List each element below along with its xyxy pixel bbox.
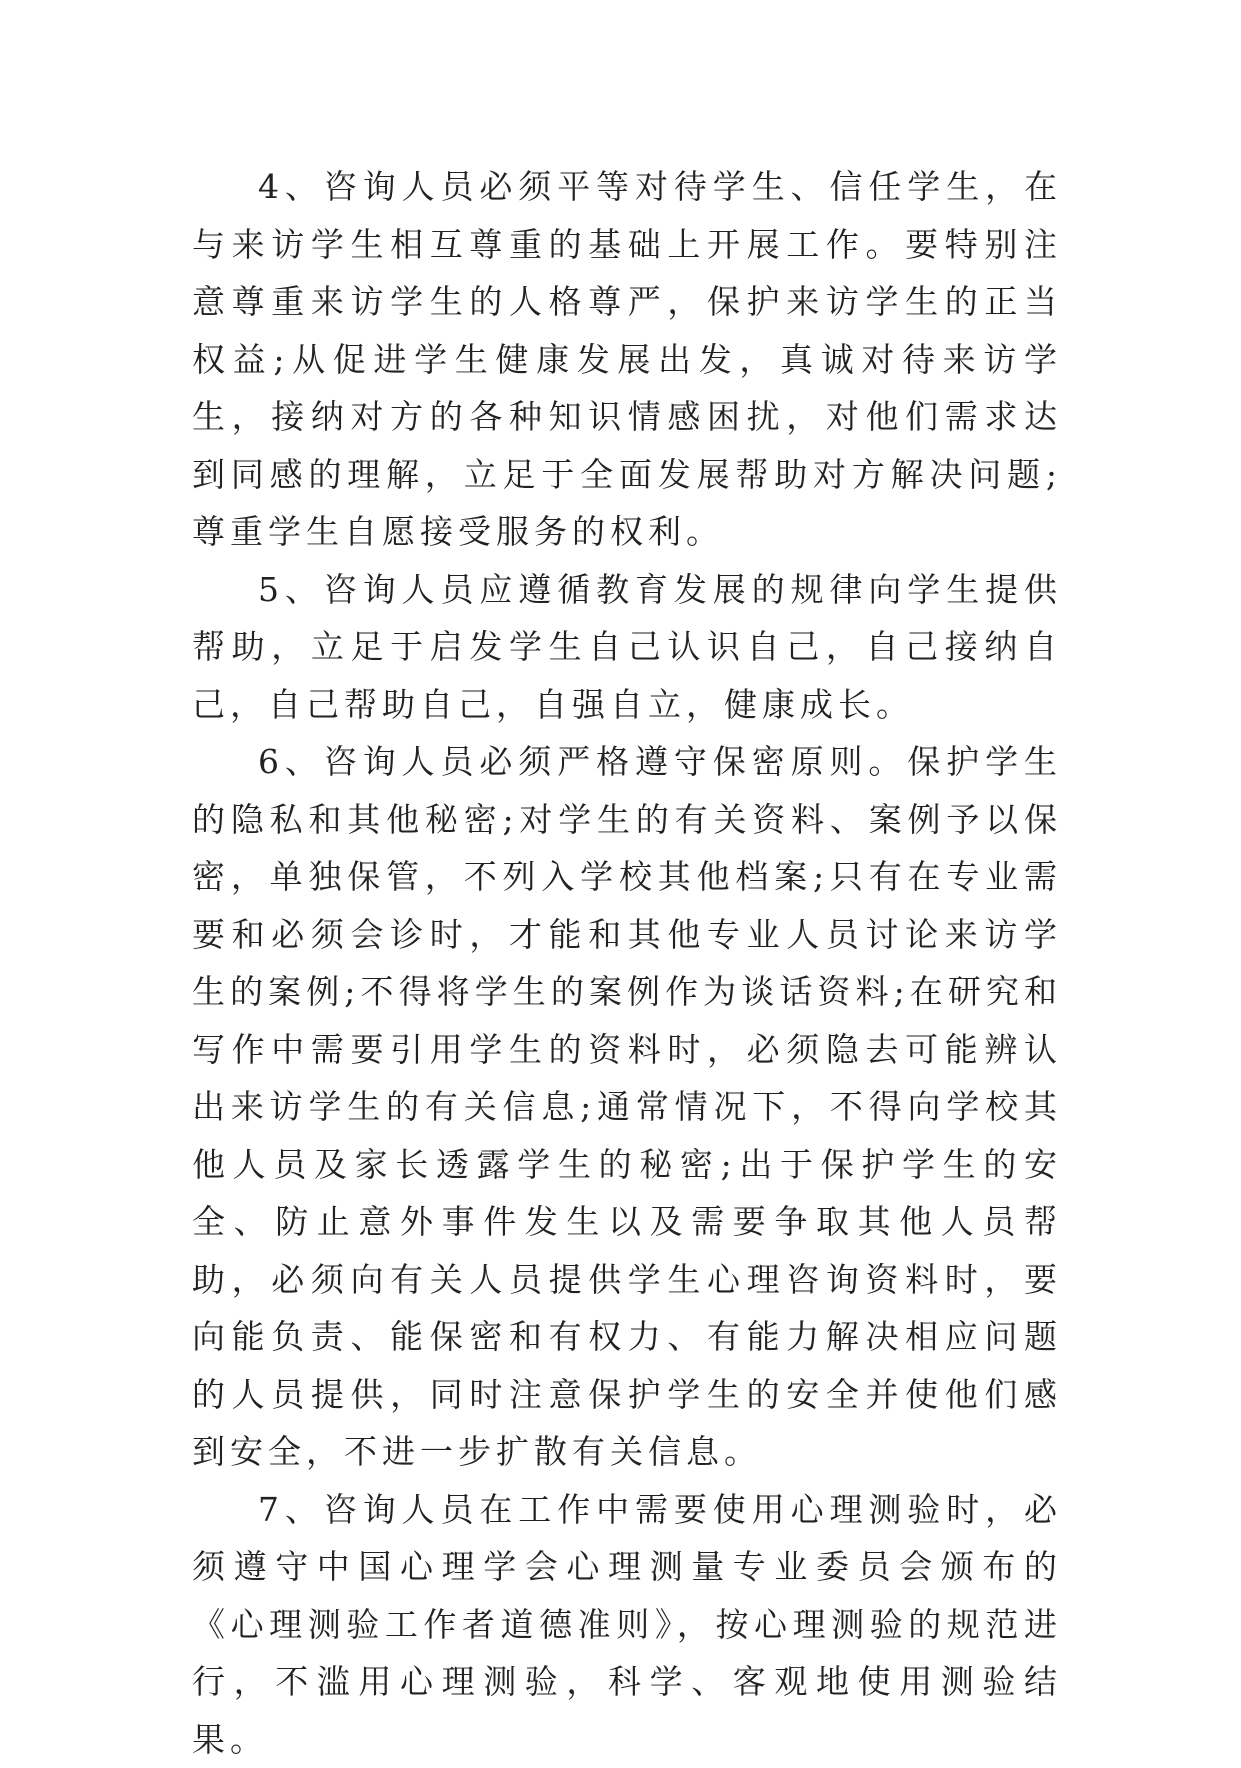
paragraph-item-7: 7、咨询人员在工作中需要使用心理测验时，必须遵守中国心理学会心理测量专业委员会颁布的《心理测验工作者道德准则》，按心理测验的规范进行，不滥用心理测验，科学、客观地使用测验结果。 xyxy=(192,1481,1062,1768)
paragraph-item-4: 4、咨询人员必须平等对待学生、信任学生，在与来访学生相互尊重的基础上开展工作。要特别注意尊重来访学生的人格尊严，保护来访学生的正当权益;从促进学生健康发展出发，真诚对待来访学生，接纳对方的各种知识情感困扰，对他们需求达到同感的理解，立足于全面发展帮助对方解决问题;尊重学生自愿接受服务的权利。 xyxy=(192,158,1062,561)
paragraph-item-5: 5、咨询人员应遵循教育发展的规律向学生提供帮助，立足于启发学生自己认识自己，自己接纳自己，自己帮助自己，自强自立，健康成长。 xyxy=(192,561,1062,734)
paragraph-item-6: 6、咨询人员必须严格遵守保密原则。保护学生的隐私和其他秘密;对学生的有关资料、案例予以保密，单独保管，不列入学校其他档案;只有在专业需要和必须会诊时，才能和其他专业人员讨论来访学生的案例;不得将学生的案例作为谈话资料;在研究和写作中需要引用学生的资料时，必须隐去可能辨认出来访学生的有关信息;通常情况下，不得向学校其他人员及家长透露学生的秘密;出于保护学生的安全、防止意外事件发生以及需要争取其他人员帮助，必须向有关人员提供学生心理咨询资料时，要向能负责、能保密和有权力、有能力解决相应问题的人员提供，同时注意保护学生的安全并使他们感到安全，不进一步扩散有关信息。 xyxy=(192,733,1062,1481)
document-body xyxy=(192,158,1062,1768)
